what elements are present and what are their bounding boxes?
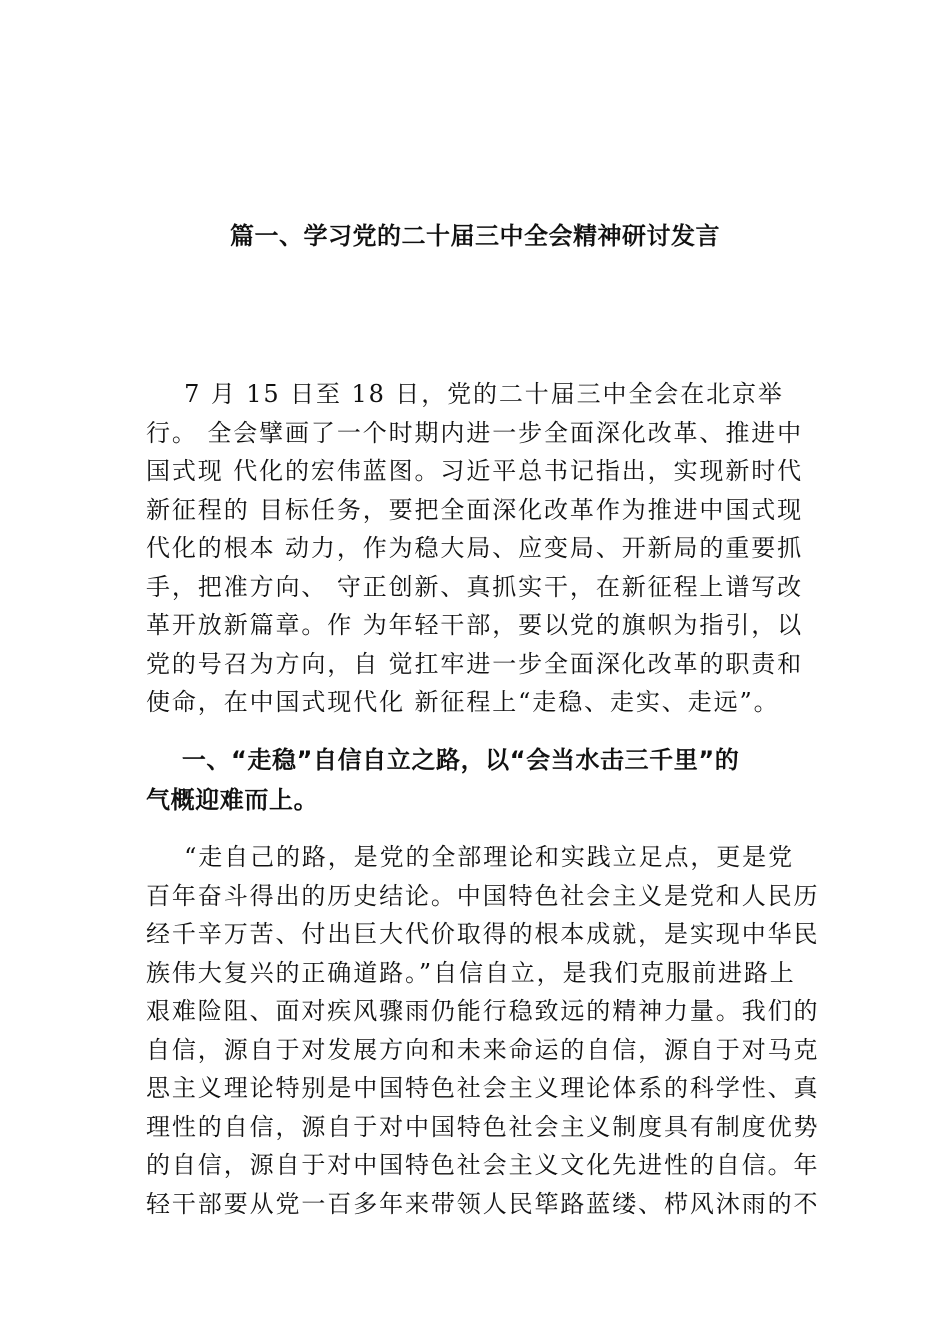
section-heading xyxy=(146,740,811,820)
paragraph-line: 行。 全会擘画了一个时期内进一步全面深化改革、推进中 xyxy=(146,418,804,447)
paragraph-line: 轻干部要从党一百多年来带领人民筚路蓝缕、栉风沐雨的不 xyxy=(146,1189,820,1218)
paragraph-line: 新征程的 目标任务，要把全面深化改革作为推进中国式现 xyxy=(146,495,804,524)
body-paragraph xyxy=(146,838,820,1223)
paragraph-line: 使命，在中国式现代化 新征程上“走稳、走实、走远”。 xyxy=(146,688,780,716)
heading-line: 气概迎难而上。 xyxy=(146,786,319,814)
paragraph-line: 理性的自信，源自于对中国特色社会主义制度具有制度优势 xyxy=(146,1112,820,1141)
paragraph-line: 自信，源自于对发展方向和未来命运的自信，源自于对马克 xyxy=(146,1035,820,1064)
paragraph-line: 思主义理论特别是中国特色社会主义理论体系的科学性、真 xyxy=(146,1074,820,1102)
document-title: 篇一、学习党的二十届三中全会精神研讨发言 xyxy=(230,222,720,250)
paragraph-line: 国式现 代化的宏伟蓝图。习近平总书记指出，实现新时代 xyxy=(146,457,804,485)
paragraph-line: 的自信，源自于对中国特色社会主义文化先进性的自信。年 xyxy=(146,1151,820,1179)
heading-line: 一、“走稳”自信自立之路，以“会当水击三千里”的 xyxy=(146,746,740,774)
paragraph-line: 族伟大复兴的正确道路。”自信自立，是我们克服前进路上 xyxy=(146,958,796,987)
paragraph-line: 党的号召为方向，自 觉扛牢进一步全面深化改革的职责和 xyxy=(146,649,804,678)
paragraph-line: 手，把准方向、 守正创新、真抓实干，在新征程上谱写改 xyxy=(146,572,804,601)
paragraph-line: 7 月 15 日至 18 日，党的二十届三中全会在北京举 xyxy=(146,380,784,408)
intro-paragraph xyxy=(146,375,811,722)
paragraph-line: 代化的根本 动力，作为稳大局、应变局、开新局的重要抓 xyxy=(146,534,804,562)
paragraph-line: 经千辛万苦、付出巨大代价取得的根本成就，是实现中华民 xyxy=(146,920,820,948)
paragraph-line: 艰难险阻、面对疾风骤雨仍能行稳致远的精神力量。我们的 xyxy=(146,997,820,1025)
paragraph-line: 革开放新篇章。作 为年轻干部，要以党的旗帜为指引，以 xyxy=(146,611,804,639)
paragraph-line: “走自己的路，是党的全部理论和实践立足点，更是党 xyxy=(146,843,794,871)
paragraph-line: 百年奋斗得出的历史结论。中国特色社会主义是党和人民历 xyxy=(146,881,820,910)
